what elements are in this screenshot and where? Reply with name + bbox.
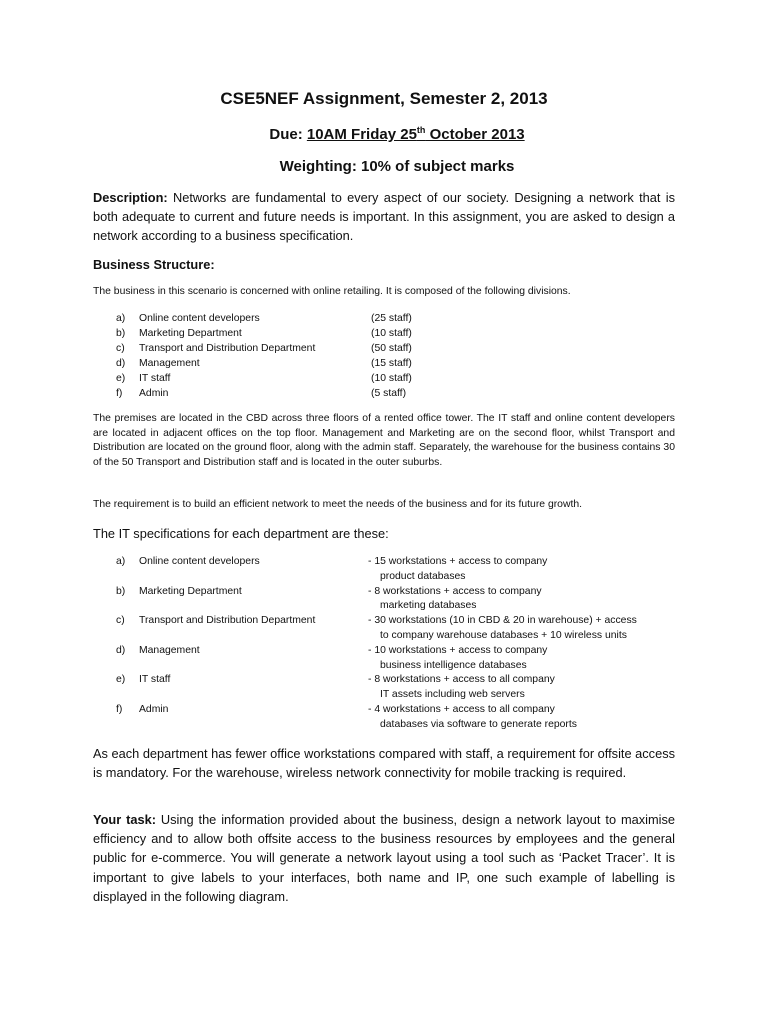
business-intro: The business in this scenario is concerned with online retailing. It is composed of the following divisions. [93, 286, 571, 297]
division-name: Transport and Distribution Department [139, 343, 316, 354]
division-name: Admin [139, 388, 169, 399]
list-letter: c) [116, 343, 125, 354]
requirement-paragraph: The requirement is to build an efficient network to meet the needs of the business and for its future growth. [93, 499, 583, 510]
spec-line: to company warehouse databases + 10 wireless units [380, 629, 627, 641]
spec-line: marketing databases [380, 600, 477, 612]
department-spec [368, 703, 577, 733]
weighting: Weighting: 10% of subject marks [279, 158, 515, 175]
list-letter: f) [116, 388, 123, 399]
description-text: Networks are fundamental to every aspect of our society. Designing a network that is both adequate to current and future needs is important. In this assignment, you are asked to design a network according to a business specification. [93, 190, 675, 244]
offsite-paragraph: As each department has fewer office workstations compared with staff, a requirement for offsite access is mandatory. For the warehouse, wireless network connectivity for mobile tracking is required. [93, 746, 675, 781]
division-staff: (5 staff) [371, 388, 407, 399]
department-name: Admin [139, 703, 169, 715]
department-name: Online content developers [139, 556, 260, 567]
list-letter: a) [116, 313, 126, 324]
due-date-text: 10AM Friday 25 [306, 126, 417, 143]
it-specs-heading: The IT specifications for each department are these: [93, 526, 389, 541]
spec-line: - 8 workstations + access to company [368, 585, 542, 597]
description-label: Description: [93, 190, 168, 205]
division-staff: (50 staff) [371, 343, 412, 354]
spec-line: - 8 workstations + access to all company [368, 674, 555, 686]
division-staff: (10 staff) [371, 373, 412, 384]
list-letter: c) [116, 615, 125, 627]
description-paragraph [93, 188, 675, 246]
list-letter: e) [116, 674, 126, 686]
division-staff: (10 staff) [371, 328, 412, 339]
division-name: Management [139, 358, 200, 369]
department-spec [368, 673, 555, 703]
division-staff: (25 staff) [371, 313, 412, 324]
business-structure-heading: Business Structure: [93, 257, 215, 272]
department-name: Management [139, 644, 200, 656]
spec-line: - 4 workstations + access to all company [368, 703, 555, 715]
spec-line: IT assets including web servers [380, 689, 525, 701]
department-name: Transport and Distribution Department [139, 615, 316, 627]
due-date-sup: th [416, 125, 426, 135]
spec-line: - 10 workstations + access to company [368, 644, 548, 656]
task-label: Your task: [93, 812, 156, 827]
division-staff: (15 staff) [371, 358, 412, 369]
department-spec [368, 555, 547, 585]
spec-line: business intelligence databases [380, 659, 527, 671]
list-letter: f) [116, 703, 123, 715]
department-spec [368, 614, 637, 644]
due-date-month: October 2013 [425, 126, 525, 143]
task-text: Using the information provided about the business, design a network layout to maximise efficiency and to allow both offsite access to the business resources by employees and the general public for e-commerce. You will generate a network layout using a tool such as ‘Packet Tracer’. It is important to give labels to your interfaces, both name and IP, one such example of labelling is displayed in the following diagram. [93, 812, 675, 904]
spec-line: - 15 workstations + access to company [368, 556, 548, 567]
department-spec [368, 585, 542, 615]
spec-line: - 30 workstations (10 in CBD & 20 in warehouse) + access [368, 615, 637, 627]
division-name: Marketing Department [139, 328, 242, 339]
list-letter: a) [116, 556, 126, 567]
list-letter: d) [116, 644, 126, 656]
department-spec [368, 644, 547, 674]
task-paragraph [93, 810, 675, 906]
department-name: Marketing Department [139, 585, 242, 597]
document-title: CSE5NEF Assignment, Semester 2, 2013 [220, 89, 548, 108]
spec-line: product databases [380, 570, 466, 582]
division-name: Online content developers [139, 313, 260, 324]
due-value [307, 126, 525, 143]
due-date [13, 125, 768, 143]
list-letter: e) [116, 373, 126, 384]
premises-paragraph: The premises are located in the CBD across three floors of a rented office tower. The IT staff and online content developers are located in adjacent offices on the top floor. Management and Marketing are on the second floor, whilst Transport and Distribution are located on the ground floor, along with the admin staff. Separately, the warehouse for the business contains 30 of the 50 Transport and Distribution staff and is located in the outer suburbs. [93, 413, 675, 468]
list-letter: b) [116, 585, 126, 597]
list-letter: b) [116, 328, 126, 339]
due-label: Due: [269, 126, 303, 143]
spec-line: databases via software to generate reports [380, 718, 577, 730]
department-name: IT staff [139, 674, 171, 686]
list-letter: d) [116, 358, 126, 369]
division-name: IT staff [139, 373, 171, 384]
